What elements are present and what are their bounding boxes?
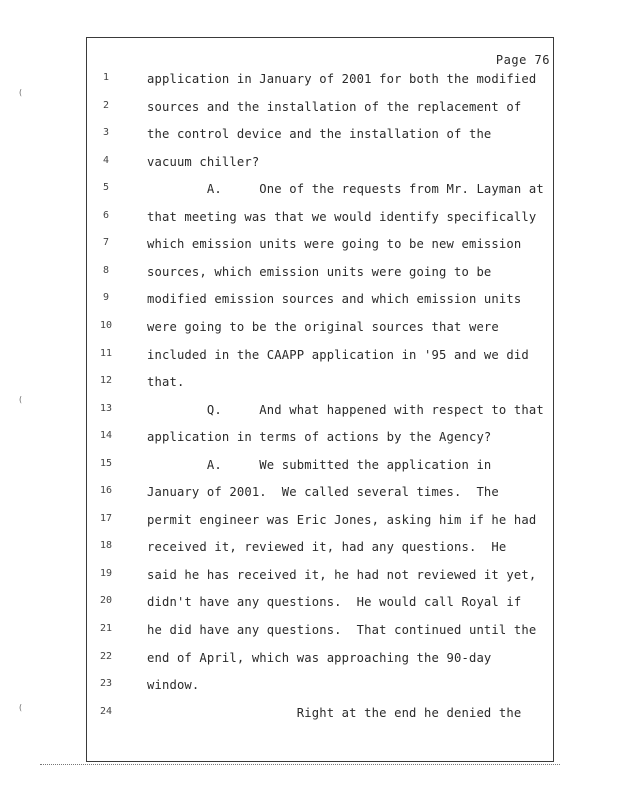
line-text: sources and the installation of the replacement of xyxy=(147,99,522,114)
line-text: Right at the end he denied the xyxy=(147,705,522,720)
line-text: application in terms of actions by the Agency? xyxy=(147,430,492,445)
transcript-line xyxy=(0,127,618,147)
line-number: 18 xyxy=(99,540,113,552)
line-text: that meeting was that we would identify specifically xyxy=(147,209,537,224)
transcript-line xyxy=(0,458,618,478)
line-text: modified emission sources and which emission units xyxy=(147,292,522,307)
transcript-line xyxy=(0,651,618,671)
line-text: Q. And what happened with respect to that xyxy=(147,402,544,417)
transcript-line xyxy=(0,513,618,533)
transcript-line xyxy=(0,292,618,312)
line-number: 20 xyxy=(99,595,113,607)
transcript-line xyxy=(0,430,618,450)
line-number: 22 xyxy=(99,650,113,662)
line-number: 23 xyxy=(99,678,113,690)
transcript-line xyxy=(0,100,618,120)
line-text: the control device and the installation of the xyxy=(147,127,492,142)
line-text: January of 2001. We called several times. The xyxy=(147,485,499,500)
line-number: 24 xyxy=(99,705,113,717)
page-number: Page 76 xyxy=(495,53,550,67)
line-number: 7 xyxy=(102,237,110,249)
line-text: A. We submitted the application in xyxy=(147,457,492,472)
line-number: 9 xyxy=(102,292,110,304)
line-text: he did have any questions. That continued until the xyxy=(147,623,537,637)
line-text: A. One of the requests from Mr. Layman at xyxy=(147,182,544,197)
transcript-line xyxy=(0,210,618,230)
line-text: didn't have any questions. He would call Royal if xyxy=(147,595,522,610)
transcript-line xyxy=(0,155,618,175)
line-number: 5 xyxy=(102,182,110,194)
line-text: application in January of 2001 for both the modified xyxy=(147,72,537,86)
line-number: 2 xyxy=(102,99,110,111)
transcript-line xyxy=(0,182,618,202)
line-text: which emission units were going to be new emission xyxy=(147,237,522,252)
transcript-line xyxy=(0,678,618,698)
line-number: 17 xyxy=(99,512,113,524)
line-number: 8 xyxy=(102,264,110,276)
line-text: window. xyxy=(147,678,200,693)
transcript-line xyxy=(0,72,618,92)
line-text: included in the CAAPP application in '95 and we did xyxy=(147,347,529,362)
line-text: permit engineer was Eric Jones, asking him if he had xyxy=(147,512,537,527)
line-text: received it, reviewed it, had any questions. He xyxy=(147,540,507,555)
line-number: 16 xyxy=(99,485,113,497)
line-text: that. xyxy=(147,375,185,390)
transcript-line xyxy=(0,540,618,560)
line-text: sources, which emission units were going to be xyxy=(147,264,492,279)
line-text: end of April, which was approaching the 90-day xyxy=(147,650,492,665)
line-number: 3 xyxy=(102,127,110,139)
line-number: 13 xyxy=(99,402,113,414)
line-number: 19 xyxy=(99,567,113,579)
scan-speck: ( xyxy=(18,395,23,404)
line-number: 10 xyxy=(99,319,113,331)
footer-rule xyxy=(40,764,560,766)
transcript-line xyxy=(0,237,618,257)
line-number: 12 xyxy=(99,375,113,387)
line-number: 11 xyxy=(99,347,113,359)
line-text: said he has received it, he had not reviewed it yet, xyxy=(147,567,537,582)
scan-speck: ( xyxy=(18,88,23,97)
line-number: 14 xyxy=(99,430,113,442)
transcript-line xyxy=(0,320,618,340)
transcript-line xyxy=(0,485,618,505)
scan-speck: ( xyxy=(18,703,23,712)
line-text: were going to be the original sources that were xyxy=(147,319,499,334)
transcript-line xyxy=(0,706,618,726)
transcript-line xyxy=(0,375,618,395)
line-number: 6 xyxy=(102,209,110,221)
line-number: 4 xyxy=(102,154,110,166)
transcript-line xyxy=(0,348,618,368)
transcript-line xyxy=(0,623,618,643)
line-text: vacuum chiller? xyxy=(147,154,260,169)
line-number: 21 xyxy=(99,623,113,634)
transcript-line xyxy=(0,595,618,615)
line-number: 15 xyxy=(99,457,113,469)
transcript-line xyxy=(0,403,618,423)
line-number: 1 xyxy=(102,72,110,83)
transcript-line xyxy=(0,265,618,285)
transcript-line xyxy=(0,568,618,588)
